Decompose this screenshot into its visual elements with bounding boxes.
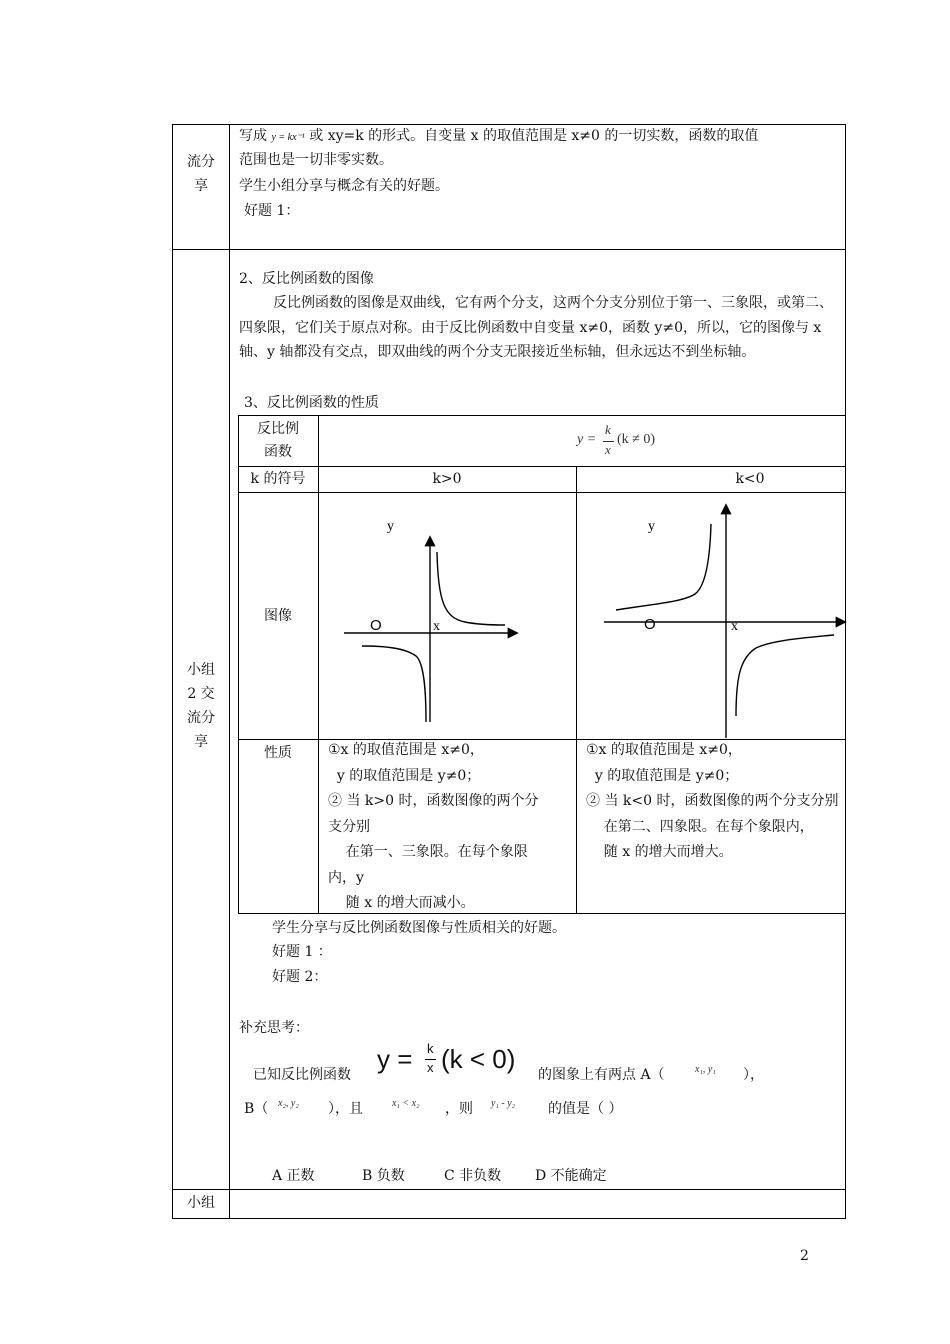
good-question-2: 好题 2： [272,969,328,985]
row3-label: 图像 [264,608,292,624]
inner-table-col2 [576,466,577,914]
row-divider-2 [172,1189,846,1190]
expression-y: y₁ - y₂ [491,1098,516,1109]
row2-label: k 的符号 [250,471,306,487]
graph-kpos-origin-label: O [370,617,382,634]
option-b: B 负数 [362,1168,405,1184]
inner-table-row2 [238,492,845,493]
bottom-side-label: 小组 [187,1195,215,1211]
group2-side-label: 小组 2 交 流分 享 [187,662,215,750]
question-line2-mid: ），且 [328,1101,363,1117]
top-line-4: 好题 1： [244,203,300,219]
graph-kpos [330,500,530,730]
inline-formula: y = kx⁻¹ [271,132,305,143]
image-paragraph: 反比例函数的图像是双曲线，它有两个分支，这两个分支分别位于第一、三象限，或第二、四象限，它们关于原点对称。由于反比例函数中自变量 x≠0，函数 y≠0，所以，它的图像与 x 轴、y 轴都没有交点，即双曲线的两个分支无限接近坐标轴，但永远达不到坐标轴。 [239,295,833,360]
point-b: x₂, y₂ [278,1098,299,1109]
prop-left: ①x 的取值范围是 x≠0， y 的取值范围是 y≠0； ② 当 k>0 时，函数图像的两个分 支分别 在第一、三象限。在每个象限 内，y 随 x 的增大而减小。 [328,742,539,911]
question-end: 的值是（ ） [548,1101,623,1117]
graph-kpos-x-label: x [433,619,440,634]
point-a: x₁, y₁ [695,1064,716,1075]
outer-bottom-border [172,1218,846,1219]
question-close: ）， [743,1067,764,1083]
hyperbola-branch-q2 [616,524,711,610]
row1-label: 反比例 函数 [257,421,299,460]
inner-table-top [238,415,845,416]
question-pre: 已知反比例函数 [253,1067,351,1083]
heading-image: 2、反比例函数的图像 [239,271,374,287]
row2-kneg: k<0 [735,471,765,487]
hyperbola-branch-q1 [437,552,505,625]
option-d: D 不能确定 [535,1168,607,1184]
hyperbola-branch-q3 [362,646,426,722]
share-line: 学生分享与反比例函数图像与性质相关的好题。 [272,920,566,936]
question-line2-pre: B（ [244,1101,269,1117]
top-line-3: 学生小组分享与概念有关的好题。 [239,178,449,194]
row2-kpos: k>0 [432,471,462,487]
row4-label: 性质 [264,745,292,761]
graph-kneg-y-label: y [648,519,655,534]
top-side-label: 流分 享 [187,154,215,194]
option-c: C 非负数 [444,1168,502,1184]
option-a: A 正数 [272,1168,315,1184]
graph-kneg [598,498,850,738]
graph-kneg-x-label: x [731,619,738,634]
heading-properties: 3、反比例函数的性质 [244,395,379,411]
page-number: 2 [800,1248,809,1264]
good-question-1: 好题 1 ： [272,944,332,960]
row-divider-1 [172,249,846,250]
question-then: ，则 [445,1101,473,1117]
hyperbola-branch-q4 [736,635,834,716]
question-mid: 的图象上有两点 A（ [538,1067,665,1083]
top-line-1: 写成 y = kx⁻¹ 或 xy=k 的形式。自变量 x 的取值范围是 x≠0 的一切实数，函数的取值 [239,128,759,144]
top-line-2: 范围也是一切非零实数。 [239,152,393,168]
prop-right: ①x 的取值范围是 x≠0， y 的取值范围是 y≠0； ② 当 k<0 时，函数图像的两个分支分别 在第二、四象限。在每个象限内， 随 x 的增大而增大。 [586,742,839,860]
inner-table-row1 [238,466,845,467]
supplement-title: 补充思考： [239,1020,309,1036]
graph-kpos-y-label: y [387,519,394,534]
graph-kneg-origin-label: O [644,616,656,633]
condition-x: x₁ < x₂ [392,1098,420,1109]
